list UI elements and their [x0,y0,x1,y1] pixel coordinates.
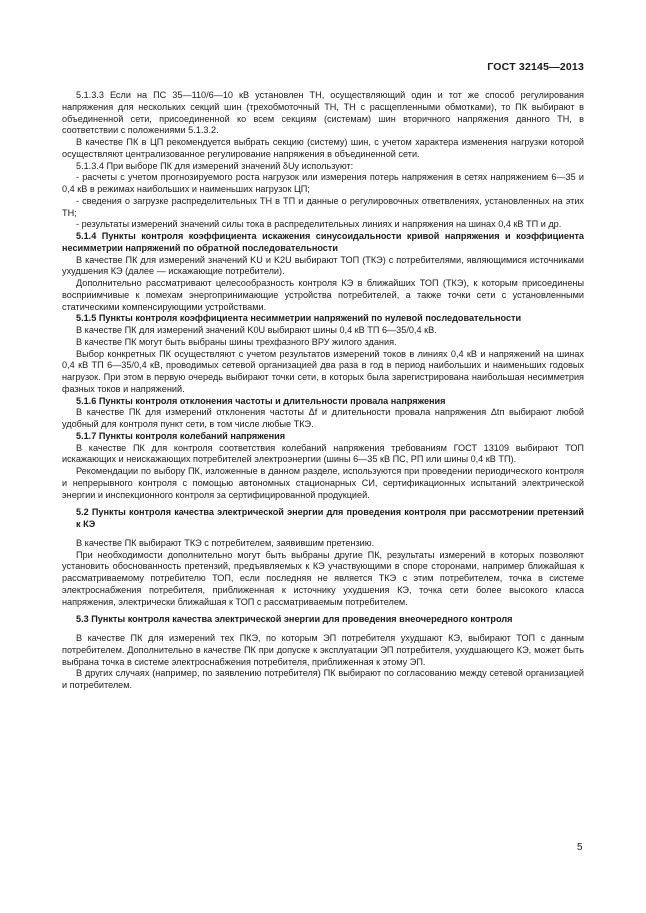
paragraph-5-1-3-4: 5.1.3.4 При выборе ПК для измерений значений δUy используют: [76,160,354,171]
paragraph: В качестве ПК для измерений значений KU и K2U выбирают ТОП (ТКЭ) с потребителями, являющимися источниками ухудшения КЭ (далее — искажающие потребители). [62,254,584,277]
section-heading-5-1-5: 5.1.5 Пункты контроля коэффициента несимметрии напряжений по нулевой последовательности [76,313,522,324]
list-item: - сведения о загрузке распределительных ТН в ТП и данные о регулировочных ответвлениях, установленных на этих ТН; [62,195,584,218]
paragraph: В качестве ПК выбирают ТКЭ с потребителем, заявившим претензию. [76,537,375,548]
list-item: - расчеты с учетом прогнозируемого роста нагрузок или измерения потерь напряжения в сетях напряжением 6—35 и 0,4 кВ в режимах наибольших и наименьших нагрузок ЦП; [62,172,584,194]
spacer [62,626,584,633]
section-heading-5-3: 5.3 Пункты контроля качества электрической энергии для проведения внеочередного контроля [76,614,513,625]
paragraph: При необходимости дополнительно могут быть выбраны другие ПК, результаты измерений в которых позволяют установить обоснованность претензий, предъявляемых к КЭ участвующими в споре сторонами, например ближайшая к рассматриваемому потребителю ТОП, если последняя не является ТКЭ с этим потребителем, точка в системе электроснабжения потребителя, приближенная к источнику ухудшения КЭ, точка сети более высокого класса напряжения, электрически ближайшая к ТОП с рассматриваемым потребителем. [62,549,584,607]
document-body [62,90,584,692]
section-heading-5-1-6: 5.1.6 Пункты контроля отклонения частоты и длительности провала напряжения [76,395,446,406]
spacer [62,531,584,538]
list-item: - результаты измерений значений силы тока в распределительных линиях и напряжения на шинах 0,4 кВ ТП и др. [76,219,562,230]
page-number: 5 [577,842,583,853]
paragraph: В качестве ПК в ЦП рекомендуется выбрать секцию (систему) шин, с учетом характера изменения нагрузки которой осуществляют централизованное регулирование напряжения в объединенной сети. [62,137,584,159]
paragraph-5-1-3-3: 5.1.3.3 Если на ПС 35—110/6—10 кВ установлен ТН, осуществляющий один и тот же способ регулирования напряжения для нескольких секций шин (трехобмоточный ТН, ТН с расщепленными обмотками), то ПК выбирают в объединенной сети, присоединенной ко всем секциям (системам) шин вторичного напряжения данного ТН, в соответствии с положениями 5.1.3.2. [62,90,584,136]
paragraph: В качестве ПК для измерений отклонения частоты Δf и длительности провала напряжения Δtп выбирают любой удобный для контроля пункт сети, в том числе любые ТКЭ. [62,407,584,429]
paragraph: Рекомендации по выбору ПК, изложенные в данном разделе, используются при проведении периодического контроля и непрерывного контроля с помощью автономных стационарных СИ, сертификационных испытаний электрической энергии и инспекционного контроля за сертифицированной продукцией. [62,466,584,500]
section-heading-5-2: 5.2 Пункты контроля качества электрической энергии для проведения контроля при рассмотрении претензий к КЭ [76,507,584,529]
section-heading-5-1-4: 5.1.4 Пункты контроля коэффициента искажения синусоидальности кривой напряжения и коэффициента несимметрии напряжений по обратной последовательности [62,231,584,253]
paragraph: В качестве ПК для измерений тех ПКЭ, по которым ЭП потребителя ухудшают КЭ, выбирают ТОП с данным потребителем. Дополнительно в качестве ПК при допуске к эксплуатации ЭП потребителя, ухудшающего КЭ, может быть выбрана точка в системе электроснабжения потребителя, приближенная к этому ЭП. [62,633,584,667]
paragraph: В других случаях (например, по заявлению потребителя) ПК выбирают по согласованию между сетевой организацией и потребителем. [62,668,584,690]
section-heading-5-1-7: 5.1.7 Пункты контроля колебаний напряжения [76,430,286,441]
standard-designation: ГОСТ 32145—2013 [487,61,584,73]
paragraph: В качестве ПК могут быть выбраны шины трехфазного ВРУ жилого здания. [76,336,397,347]
paragraph: Дополнительно рассматривают целесообразность контроля КЭ в ближайших ТОП (ТКЭ), к которым присоединены восприимчивые к помехам энергопринимающие устройства потребителей, а также точки сети с установленными статическими компенсирующими устройствами. [62,278,584,312]
paragraph: В качестве ПК для контроля соответствия колебаний напряжения требованиям ГОСТ 13109 выбирают ТОП искажающих и неискажающих потребителей электроэнергии (шины 6—35 кВ ПС, РП или шины 0,4 кВ ТП). [62,442,584,465]
paragraph: В качестве ПК для измерений значений K0U выбирают шины 0,4 кВ ТП 6—35/0,4 кВ. [76,325,437,335]
paragraph: Выбор конкретных ПК осуществляют с учетом результатов измерений токов в линиях 0,4 кВ и напряжений на шинах 0,4 кВ ТП 6—35/0,4 кВ, проводимых сетевой организацией два раза в год в период наибольших и наименьших годовых нагрузок. При этом в первую очередь выбирают точки сети, в которых была зарегистрирована наибольшая несимметрия фазных токов и напряжений. [62,348,584,394]
